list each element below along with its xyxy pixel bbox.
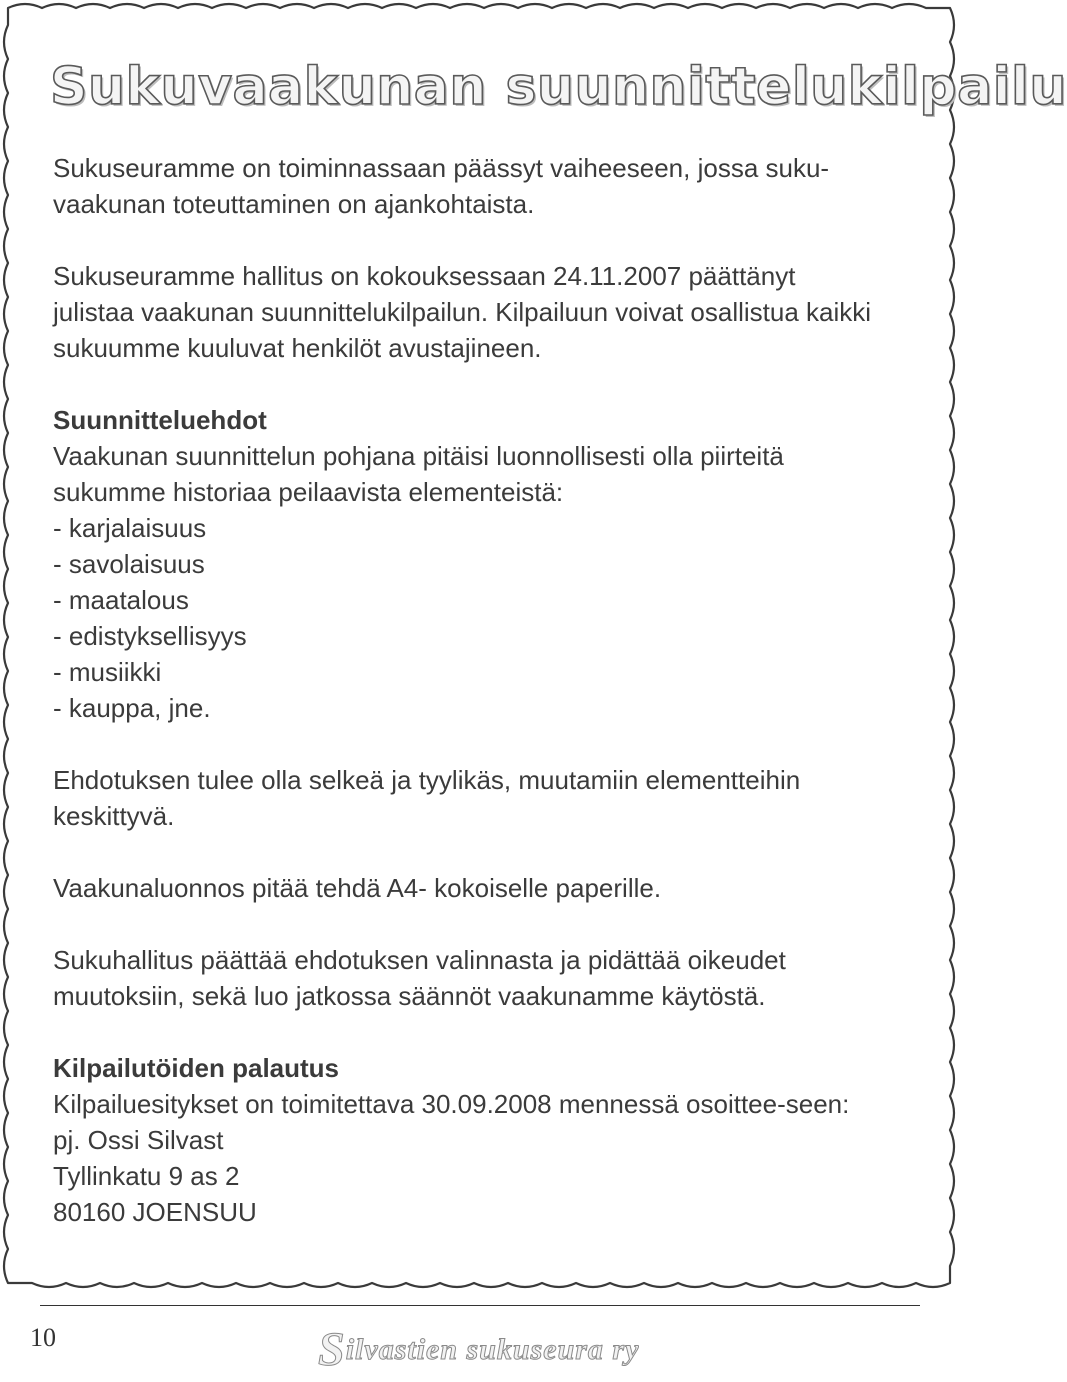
address-line: 80160 JOENSUU [53, 1197, 257, 1227]
style-requirement-paragraph: Ehdotuksen tulee olla selkeä ja tyylikäs, muutamiin elementteihin keskittyvä. [53, 765, 801, 831]
page-title: Sukuvaakunan suunnittelukilpailu [50, 57, 1067, 117]
address-line: pj. Ossi Silvast [53, 1125, 224, 1155]
criteria-item: - karjalaisuus [53, 513, 207, 543]
footer-divider [40, 1305, 920, 1306]
logo-text: ilvastien sukuseura ry [345, 1333, 640, 1366]
page-number: 10 [30, 1323, 56, 1352]
intro-paragraph: Sukuseuramme on toiminnassaan päässyt vaiheeseen, jossa suku-vaakunan toteuttaminen on ajankohtaista. [53, 153, 830, 219]
criteria-item: - kauppa, jne. [53, 693, 211, 723]
address-block [53, 1122, 883, 1230]
document-body [53, 150, 883, 1230]
criteria-list [53, 510, 883, 726]
criteria-item: - musiikki [53, 657, 162, 687]
criteria-item: - maatalous [53, 585, 189, 615]
address-line: Tyllinkatu 9 as 2 [53, 1161, 240, 1191]
paper-size-paragraph: Vaakunaluonnos pitää tehdä A4- kokoiselle paperille. [53, 873, 662, 903]
return-heading: Kilpailutöiden palautus [53, 1053, 340, 1083]
board-decision-paragraph: Sukuhallitus päättää ehdotuksen valinnasta ja pidättää oikeudet muutoksiin, sekä luo jatkossa säännöt vaakunamme käytöstä. [53, 945, 786, 1011]
return-text: Kilpailuesitykset on toimitettava 30.09.2008 mennessä osoittee-seen: [53, 1089, 850, 1119]
footer-logo [318, 1322, 639, 1377]
criteria-item: - savolaisuus [53, 549, 205, 579]
logo-initial: S [318, 1323, 346, 1376]
criteria-item: - edistyksellisyys [53, 621, 247, 651]
criteria-text: Vaakunan suunnittelun pohjana pitäisi luonnollisesti olla piirteitä sukumme historiaa peilaavista elementeistä: [53, 441, 784, 507]
announcement-paragraph: Sukuseuramme hallitus on kokouksessaan 24.11.2007 päättänyt julistaa vaakunan suunnittelukilpailun. Kilpailuun voivat osallistua kaikki sukuumme kuuluvat henkilöt avustajineen. [53, 261, 872, 363]
criteria-heading: Suunnitteluehdot [53, 405, 267, 435]
